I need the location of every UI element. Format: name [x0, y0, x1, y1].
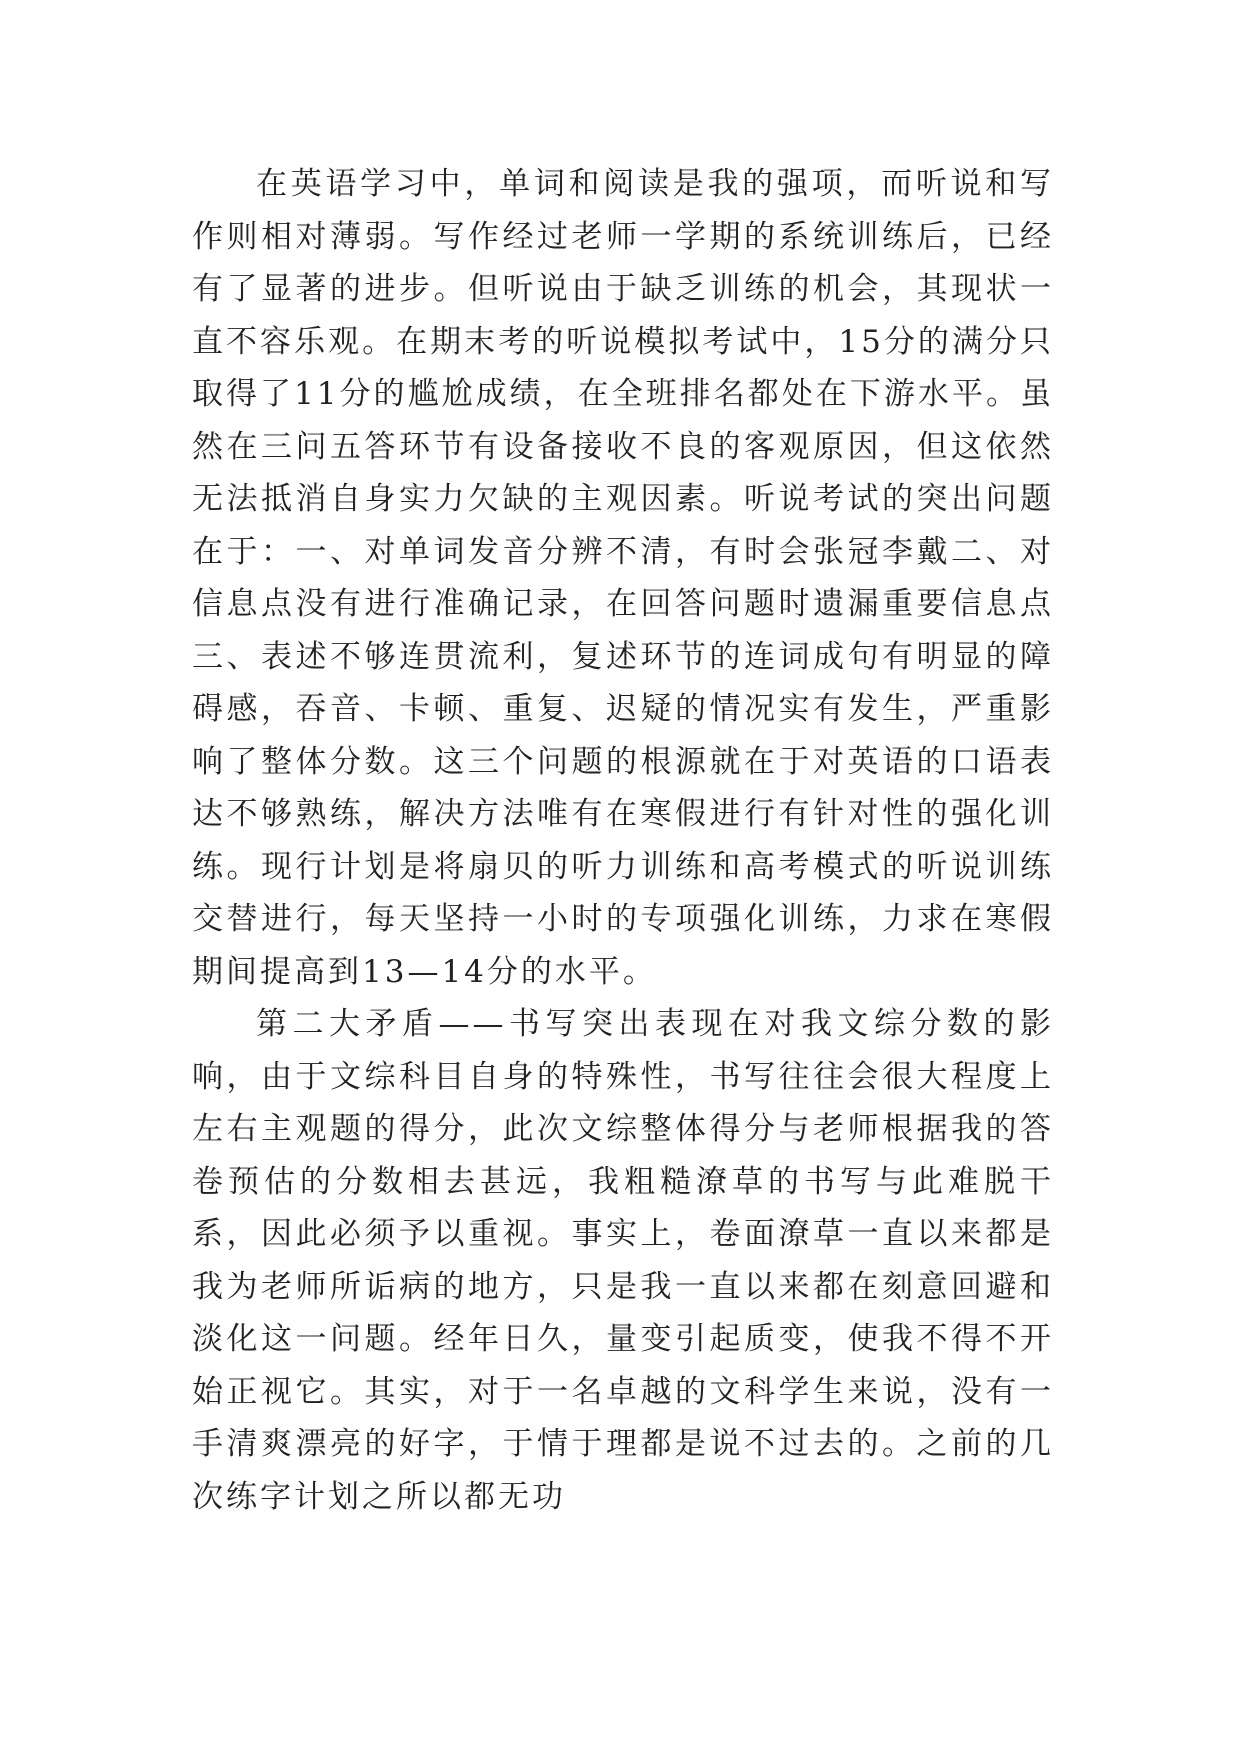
paragraph-english-study: 在英语学习中，单词和阅读是我的强项，而听说和写作则相对薄弱。写作经过老师一学期的系统训练后，已经有了显著的进步。但听说由于缺乏训练的机会，其现状一直不容乐观。在期末考的听说模拟考试中，15分的满分只取得了11分的尴尬成绩，在全班排名都处在下游水平。虽然在三问五答环节有设备接收不良的客观原因，但这依然无法抵消自身实力欠缺的主观因素。听说考试的突出问题在于：一、对单词发音分辨不清，有时会张冠李戴二、对信息点没有进行准确记录，在回答问题时遗漏重要信息点三、表述不够连贯流利，复述环节的连词成句有明显的障碍感，吞音、卡顿、重复、迟疑的情况实有发生，严重影响了整体分数。这三个问题的根源就在于对英语的口语表达不够熟练，解决方法唯有在寒假进行有针对性的强化训练。现行计划是将扇贝的听力训练和高考模式的听说训练交替进行，每天坚持一小时的专项强化训练，力求在寒假期间提高到13—14分的水平。: [192, 166, 1054, 990]
paragraph-handwriting: 第二大矛盾——书写突出表现在对我文综分数的影响，由于文综科目自身的特殊性，书写往往会很大程度上左右主观题的得分，此次文综整体得分与老师根据我的答卷预估的分数相去甚远，我粗糙潦草的书写与此难脱干系，因此必须予以重视。事实上，卷面潦草一直以来都是我为老师所诟病的地方，只是我一直以来都在刻意回避和淡化这一问题。经年日久，量变引起质变，使我不得不开始正视它。其实，对于一名卓越的文科学生来说，没有一手清爽漂亮的好字，于情于理都是说不过去的。之前的几次练字计划之所以都无功: [192, 1006, 1054, 1515]
document-body: [192, 158, 1054, 1523]
